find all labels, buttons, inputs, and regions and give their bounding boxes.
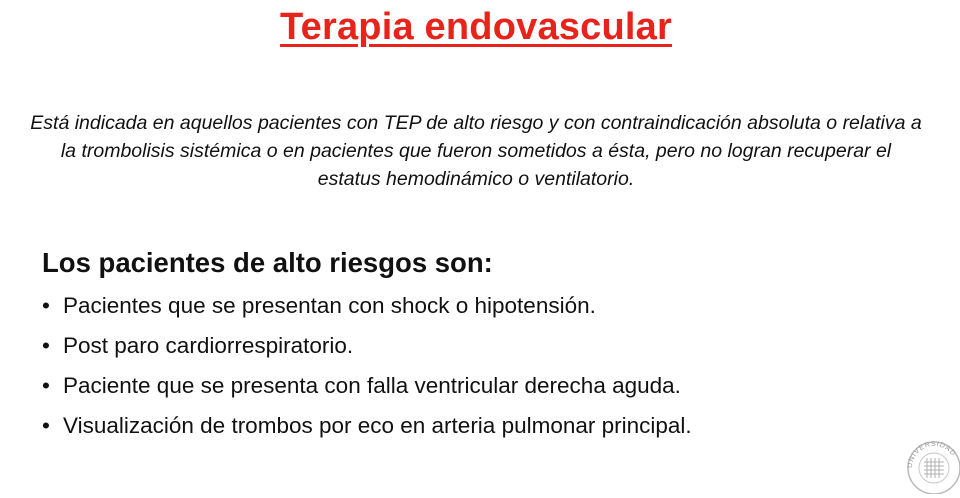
risk-list — [42, 286, 692, 446]
list-item-text: Pacientes que se presentan con shock o hipotensión. — [63, 293, 596, 318]
bullet-icon: • — [42, 373, 50, 398]
slide-title: Terapia endovascular — [280, 6, 672, 48]
section-heading: Los pacientes de alto riesgos son: — [42, 247, 493, 278]
list-item — [42, 286, 692, 326]
list-item — [42, 326, 692, 366]
list-item — [42, 366, 692, 406]
list-item-text: Visualización de trombos por eco en arteria pulmonar principal. — [63, 413, 692, 438]
intro-paragraph: Está indicada en aquellos pacientes con TEP de alto riesgo y con contraindicación absoluta o relativa a la trombolisis sistémica o en pacientes que fueron sometidos a ésta, pero no logran recuperar el estatus hemodinámico o ventilatorio. — [30, 112, 922, 190]
list-item-text: Post paro cardiorrespiratorio. — [63, 333, 354, 358]
list-item-text: Paciente que se presenta con falla ventricular derecha aguda. — [63, 373, 681, 398]
bullet-icon: • — [42, 333, 50, 358]
svg-text:UNIVERSIDAD: UNIVERSIDAD — [906, 440, 957, 469]
list-item — [42, 406, 692, 446]
university-seal-icon — [900, 434, 960, 494]
bullet-icon: • — [42, 413, 50, 438]
bullet-icon: • — [42, 293, 50, 318]
